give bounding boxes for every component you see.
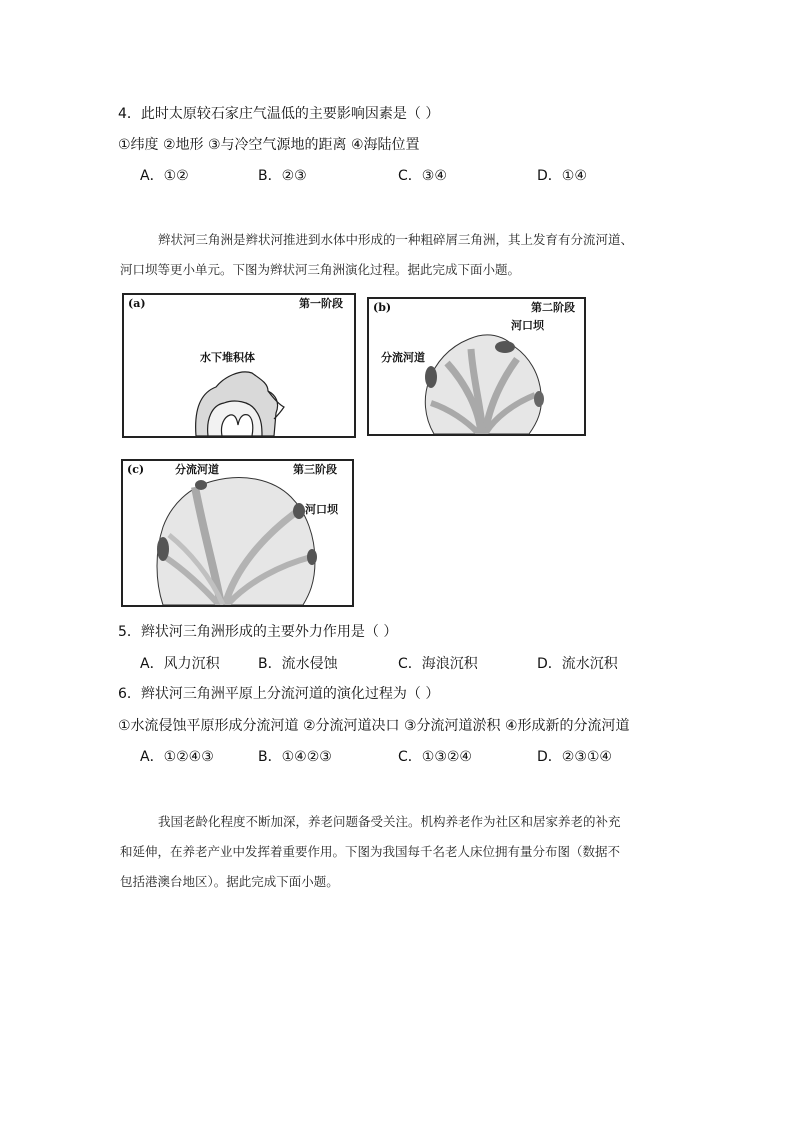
panel-b-stage: 第二阶段 [531,301,575,314]
panel-b-tag: (b) [373,301,392,314]
passage2-line3: 包括港澳台地区）。据此完成下面小题。 [120,874,339,889]
passage1-line2: 河口坝等更小单元。下图为辫状河三角洲演化过程。据此完成下面小题。 [120,262,521,277]
panel-a-tag: (a) [128,297,146,310]
q6-option-d[interactable]: D．②③①④ [537,749,612,765]
q4-option-a[interactable]: A．①② [140,168,189,184]
q5-option-b[interactable]: B．流水侵蚀 [258,656,338,672]
panel-b-label-bar: 河口坝 [511,319,544,332]
q4-option-b[interactable]: B．②③ [258,168,307,184]
panel-a-drawing [124,295,354,436]
figure-panel-c [121,459,354,607]
q6-option-c[interactable]: C．①③②④ [398,749,472,765]
q5-stem: 5．辫状河三角洲形成的主要外力作用是（ ） [118,624,398,640]
passage1-line1: 辫状河三角洲是辫状河推进到水体中形成的一种粗碎屑三角洲，其上发育有分流河道、 [158,232,634,247]
panel-c-label-bar: 河口坝 [305,503,338,516]
panel-a-label-deposit: 水下堆积体 [200,351,255,364]
panel-c-drawing [123,461,352,605]
panel-c-label-channel: 分流河道 [175,463,219,476]
panel-c-tag: (c) [127,463,145,476]
q4-option-c[interactable]: C．③④ [398,168,447,184]
q4-factors: ①纬度 ②地形 ③与冷空气源地的距离 ④海陆位置 [118,137,420,153]
q4-stem: 4．此时太原较石家庄气温低的主要影响因素是（ ） [118,106,440,122]
passage2-line1: 我国老龄化程度不断加深，养老问题备受关注。机构养老作为社区和居家养老的补充 [158,814,621,829]
q6-option-b[interactable]: B．①④②③ [258,749,332,765]
q5-option-a[interactable]: A．风力沉积 [140,656,220,672]
panel-a-stage: 第一阶段 [299,297,343,310]
figure-panel-a [122,293,356,438]
q5-option-d[interactable]: D．流水沉积 [537,656,618,672]
passage2-line2: 和延伸，在养老产业中发挥着重要作用。下图为我国每千名老人床位拥有量分布图（数据不 [120,844,621,859]
panel-c-stage: 第三阶段 [293,463,337,476]
q4-option-d[interactable]: D．①④ [537,168,587,184]
q6-stem: 6．辫状河三角洲平原上分流河道的演化过程为（ ） [118,686,440,702]
q5-option-c[interactable]: C．海浪沉积 [398,656,478,672]
q6-steps: ①水流侵蚀平原形成分流河道 ②分流河道决口 ③分流河道淤积 ④形成新的分流河道 [118,718,630,734]
q6-option-a[interactable]: A．①②④③ [140,749,214,765]
panel-b-label-channel: 分流河道 [381,351,425,364]
panel-b-drawing [369,299,584,434]
figure-panel-b [367,297,586,436]
